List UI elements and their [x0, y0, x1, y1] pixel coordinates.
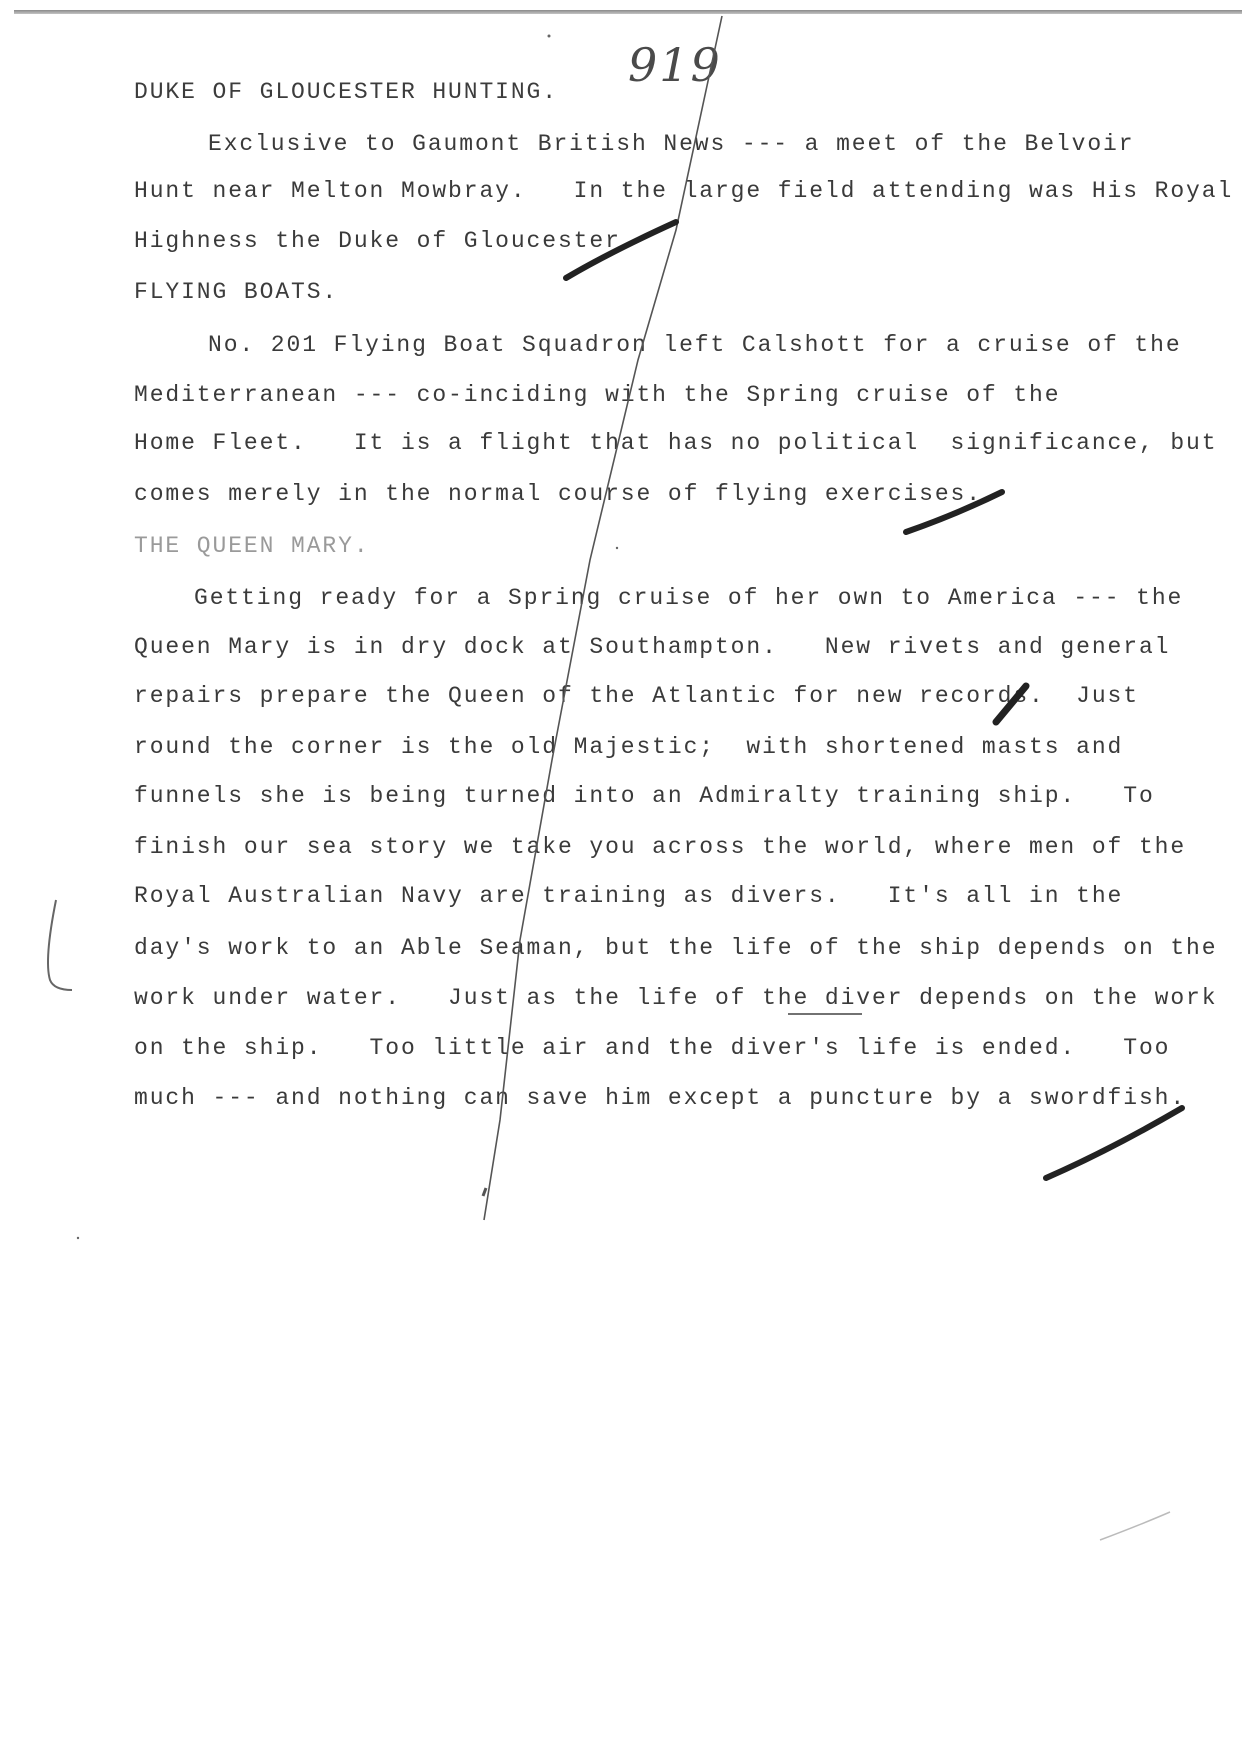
handwritten-page-number: 919	[628, 38, 722, 92]
story-line: work under water. Just as the life of the diver depends on the work	[134, 985, 1218, 1011]
story-end-slash-4	[1046, 1108, 1182, 1178]
story-heading-duke-of-gloucester: DUKE OF GLOUCESTER HUNTING.	[134, 79, 558, 105]
story-line: Highness the Duke of Gloucester.	[134, 228, 637, 254]
story-line: comes merely in the normal course of flying exercises.	[134, 481, 982, 507]
margin-bracket	[48, 900, 72, 990]
story-line: finish our sea story we take you across the world, where men of the	[134, 834, 1187, 860]
story-heading-flying-boats: FLYING BOATS.	[134, 279, 339, 305]
story-line: Hunt near Melton Mowbray. In the large field attending was His Royal	[134, 178, 1234, 204]
story-line: Royal Australian Navy are training as divers. It's all in the	[134, 883, 1124, 909]
stray-mark	[1100, 1512, 1170, 1540]
stray-dot	[616, 547, 618, 549]
story-line: Mediterranean --- co-inciding with the Spring cruise of the	[134, 382, 1061, 408]
story-line: Getting ready for a Spring cruise of her own to America --- the	[194, 585, 1184, 611]
story-line: much --- and nothing can save him except a puncture by a swordfish.	[134, 1085, 1187, 1111]
story-line: Home Fleet. It is a flight that has no political significance, but	[134, 430, 1218, 456]
story-line: Exclusive to Gaumont British News --- a meet of the Belvoir	[208, 131, 1135, 157]
story-line: repairs prepare the Queen of the Atlantic for new records. Just	[134, 683, 1139, 709]
story-line: day's work to an Able Seaman, but the life of the ship depends on the	[134, 935, 1218, 961]
story-line: No. 201 Flying Boat Squadron left Calshott for a cruise of the	[208, 332, 1182, 358]
story-line: on the ship. Too little air and the diver's life is ended. Too	[134, 1035, 1171, 1061]
story-line: round the corner is the old Majestic; with shortened masts and	[134, 734, 1124, 760]
stray-dot	[548, 35, 551, 38]
story-line: Queen Mary is in dry dock at Southampton. New rivets and general	[134, 634, 1171, 660]
stray-dot	[77, 1237, 79, 1239]
top-edge-rule	[14, 10, 1242, 14]
small-tick-mark	[483, 1188, 486, 1196]
story-heading-queen-mary: THE QUEEN MARY.	[134, 533, 370, 559]
story-line: funnels she is being turned into an Admiralty training ship. To	[134, 783, 1155, 809]
